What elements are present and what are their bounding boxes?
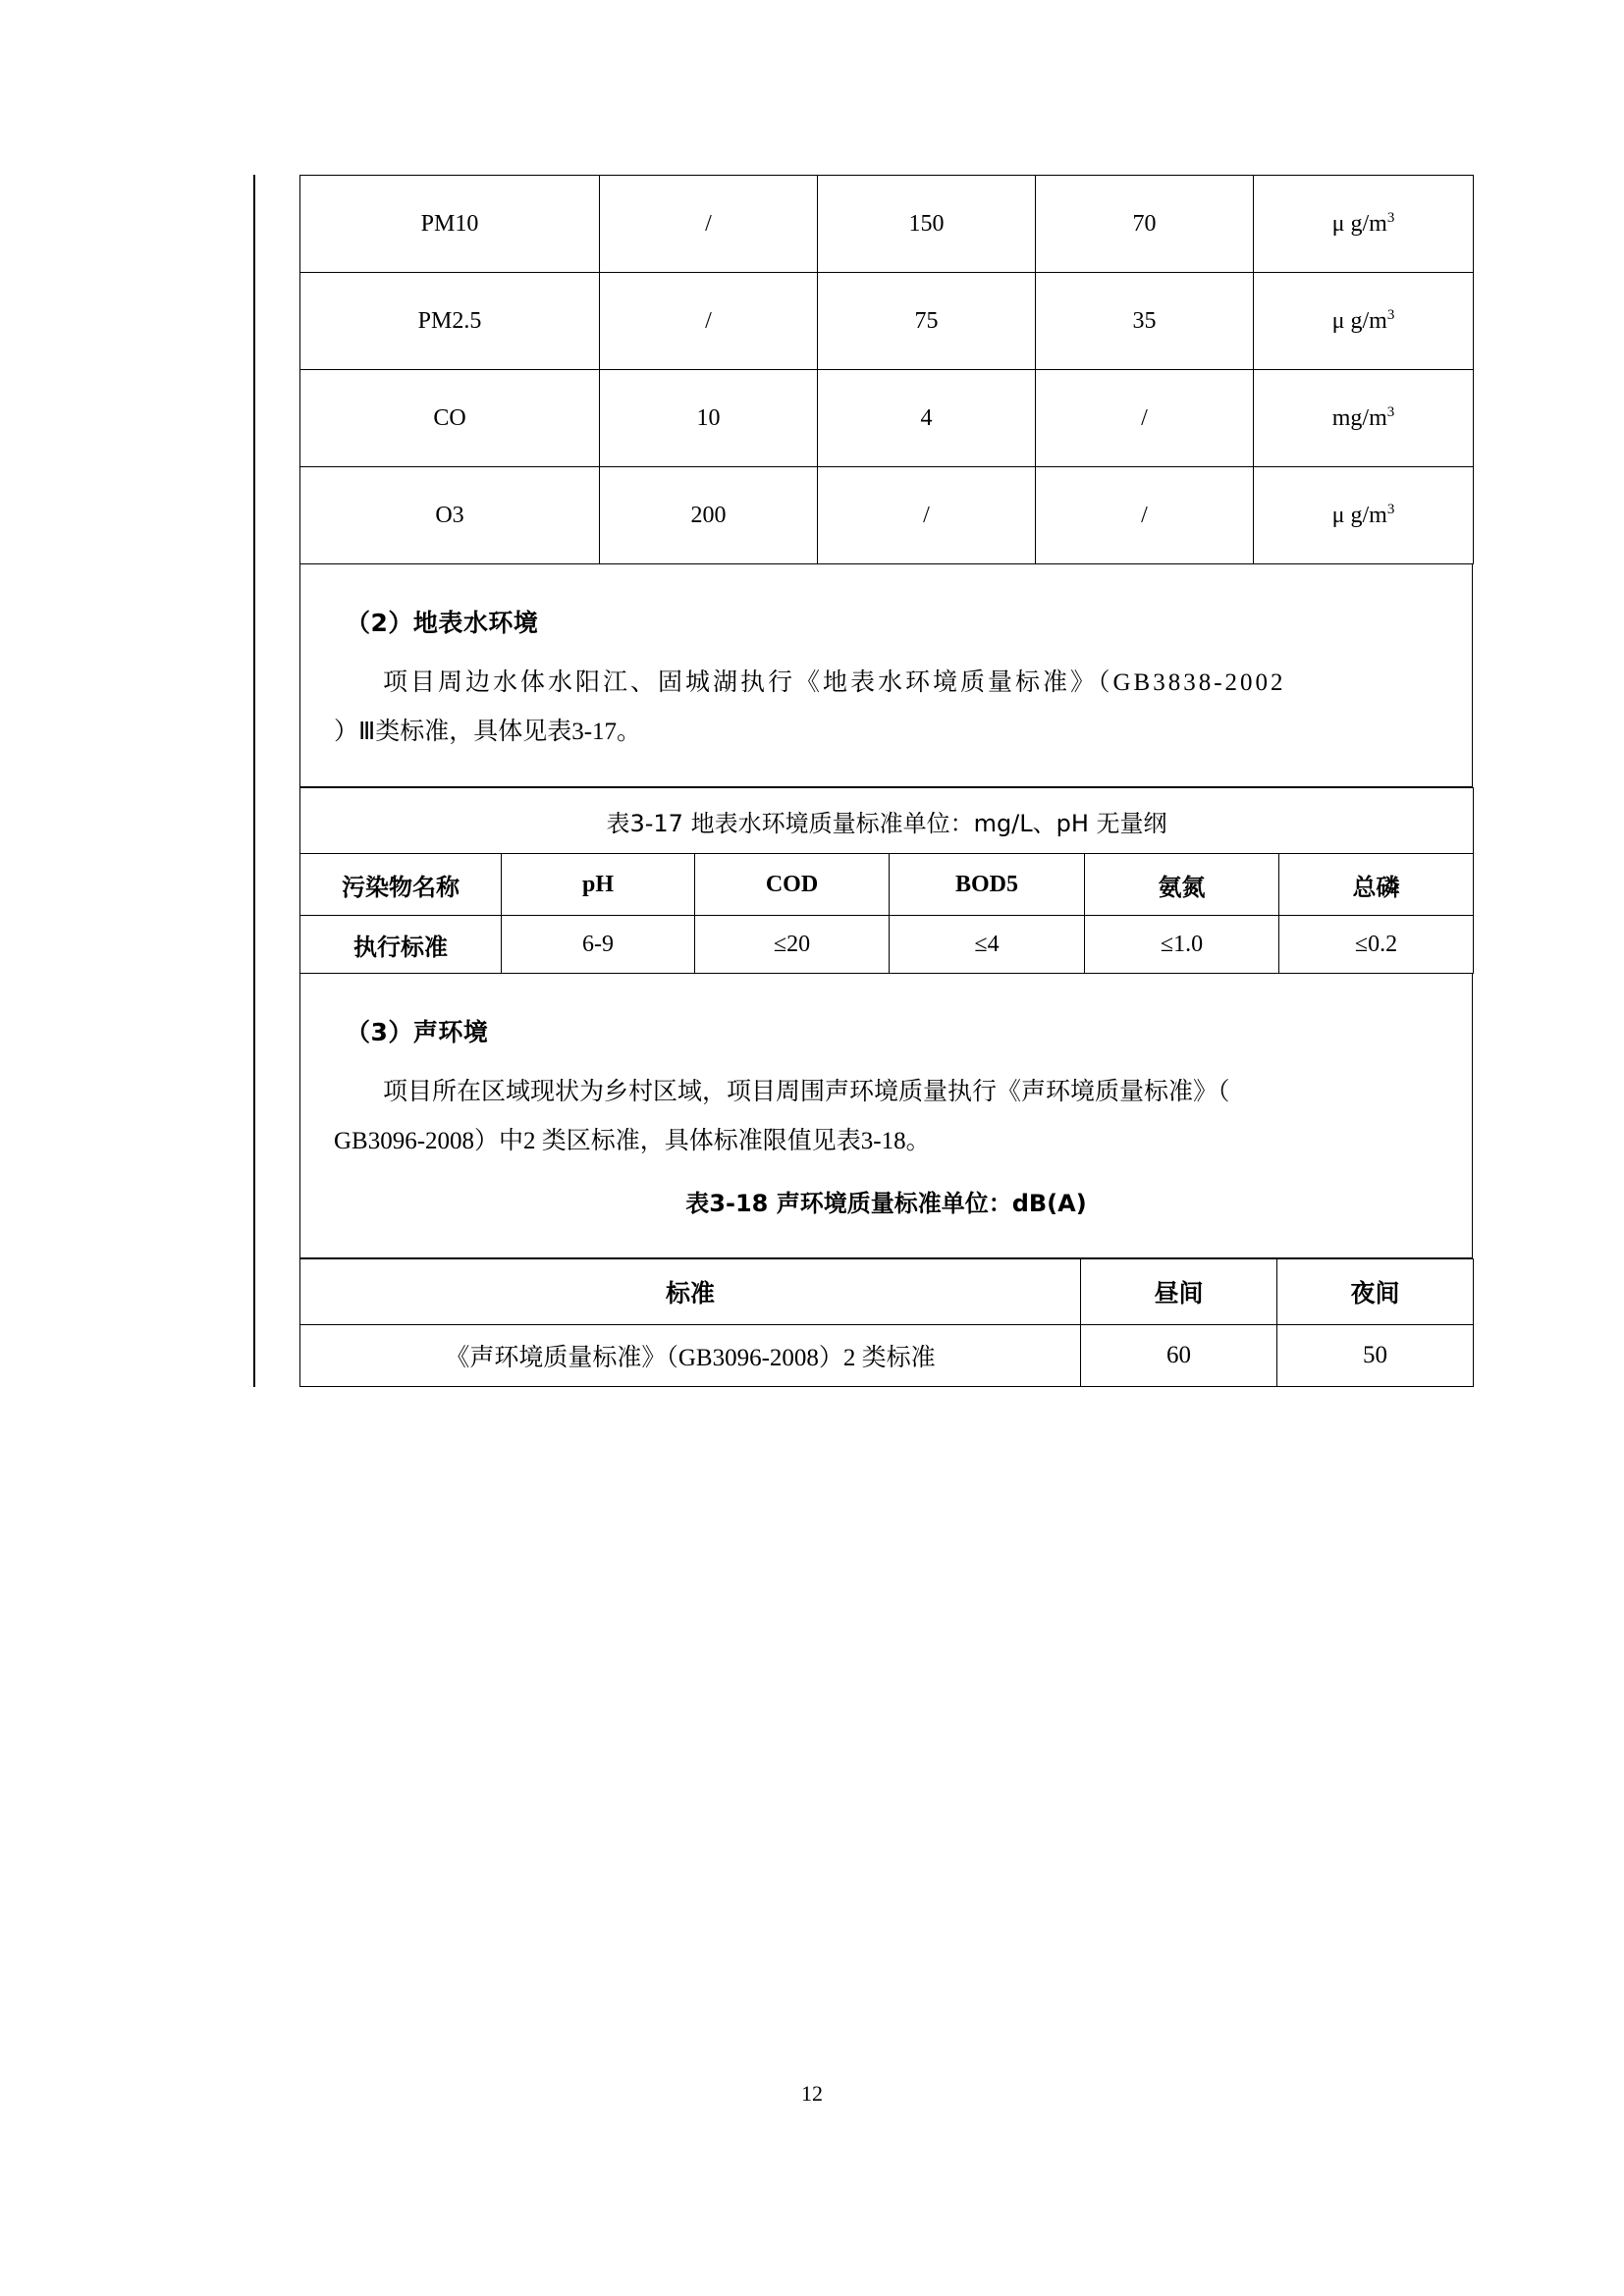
- value-total-phosphorus: ≤0.2: [1279, 916, 1474, 974]
- pollutant-value-1: 10: [600, 370, 818, 467]
- column-header-cod: COD: [695, 854, 890, 916]
- value-bod5: ≤4: [890, 916, 1085, 974]
- pollutant-unit: [1254, 370, 1474, 467]
- pollutant-value-3: 35: [1036, 273, 1254, 370]
- table-row: [300, 1325, 1474, 1387]
- unit-text: μ g/m: [1331, 211, 1387, 237]
- pollutant-name: PM10: [300, 176, 600, 273]
- noise-paragraph-line2: GB3096-2008）中2 类区标准，具体标准限值见表3-18。: [334, 1128, 931, 1154]
- air-quality-table: [299, 175, 1474, 564]
- noise-paragraph-line1: 项目所在区域现状为乡村区域，项目周围声环境质量执行《声环境质量标准》（: [383, 1079, 1230, 1105]
- paragraph-text: 项目周边水体水阳江、固城湖执行《地表水环境质量标准》（GB3838-2002: [383, 669, 1286, 696]
- column-header-pollutant: 污染物名称: [300, 854, 502, 916]
- column-header-standard: 标准: [300, 1259, 1081, 1325]
- unit-exponent: 3: [1386, 307, 1395, 323]
- surface-water-section: [299, 564, 1473, 787]
- pollutant-value-2: 4: [818, 370, 1036, 467]
- surface-water-paragraph-line1: [334, 659, 1438, 708]
- pollutant-unit: [1254, 273, 1474, 370]
- pollutant-value-3: 70: [1036, 176, 1254, 273]
- value-ph: 6-9: [502, 916, 695, 974]
- column-header-bod5: BOD5: [890, 854, 1085, 916]
- unit-text: μ g/m: [1331, 503, 1387, 528]
- pollutant-unit: [1254, 176, 1474, 273]
- content-area: [299, 175, 1473, 1387]
- value-cod: ≤20: [695, 916, 890, 974]
- pollutant-value-2: /: [818, 467, 1036, 564]
- unit-exponent: 3: [1386, 502, 1395, 517]
- pollutant-value-2: 75: [818, 273, 1036, 370]
- noise-section: [299, 974, 1473, 1258]
- pollutant-value-1: 200: [600, 467, 818, 564]
- table-caption-row: [300, 788, 1474, 854]
- unit-exponent: 3: [1386, 210, 1395, 226]
- pollutant-value-2: 150: [818, 176, 1036, 273]
- row-label-standard: 执行标准: [300, 916, 502, 974]
- section-heading-noise: （3）声环境: [346, 1018, 489, 1046]
- pollutant-value-3: /: [1036, 370, 1254, 467]
- table-caption: 表3-17 地表水环境质量标准单位：mg/L、pH 无量纲: [300, 788, 1474, 854]
- table-row: [300, 467, 1474, 564]
- pollutant-name: CO: [300, 370, 600, 467]
- column-header-nighttime: 夜间: [1277, 1259, 1474, 1325]
- column-header-ammonia-nitrogen: 氨氮: [1085, 854, 1279, 916]
- column-header-total-phosphorus: 总磷: [1279, 854, 1474, 916]
- nighttime-limit: 50: [1277, 1325, 1474, 1387]
- value-ammonia-nitrogen: ≤1.0: [1085, 916, 1279, 974]
- column-header-daytime: 昼间: [1081, 1259, 1277, 1325]
- pollutant-value-1: /: [600, 273, 818, 370]
- daytime-limit: 60: [1081, 1325, 1277, 1387]
- surface-water-paragraph-line2: ）Ⅲ类标准，具体见表3-17。: [334, 719, 642, 745]
- pollutant-value-1: /: [600, 176, 818, 273]
- surface-water-standards-table: [299, 787, 1474, 974]
- table-row: [300, 176, 1474, 273]
- unit-text: mg/m: [1331, 405, 1387, 431]
- table-header-row: [300, 1259, 1474, 1325]
- table-header-row: [300, 854, 1474, 916]
- pollutant-name: O3: [300, 467, 600, 564]
- pollutant-name: PM2.5: [300, 273, 600, 370]
- document-frame: [253, 175, 1471, 1387]
- column-header-ph: pH: [502, 854, 695, 916]
- standard-name: 《声环境质量标准》（GB3096-2008）2 类标准: [300, 1325, 1081, 1387]
- page-number: 12: [801, 2081, 823, 2106]
- table-row: [300, 916, 1474, 974]
- noise-standards-table: [299, 1258, 1474, 1387]
- unit-text: μ g/m: [1331, 308, 1387, 334]
- table-row: [300, 273, 1474, 370]
- pollutant-value-3: /: [1036, 467, 1254, 564]
- unit-exponent: 3: [1386, 404, 1395, 420]
- noise-table-caption: 表3-18 声环境质量标准单位：dB(A): [685, 1190, 1087, 1217]
- table-row: [300, 370, 1474, 467]
- pollutant-unit: [1254, 467, 1474, 564]
- section-heading-surface-water: （2）地表水环境: [346, 609, 539, 637]
